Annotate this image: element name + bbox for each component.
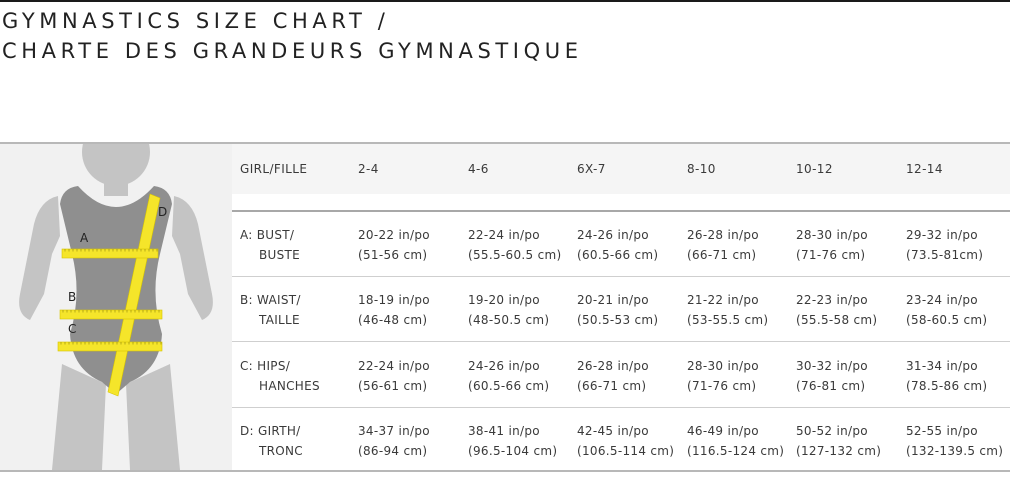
cell-centimeters: (48-50.5 cm) bbox=[468, 313, 550, 327]
table-cell bbox=[906, 290, 987, 330]
cell-centimeters: (78.5-86 cm) bbox=[906, 379, 988, 393]
cell-centimeters: (55.5-58 cm) bbox=[796, 313, 878, 327]
table-cell bbox=[577, 356, 649, 396]
figure-label-d: D bbox=[158, 205, 168, 219]
cell-inches: 19-20 in/po bbox=[468, 293, 540, 307]
cell-inches: 29-32 in/po bbox=[906, 228, 978, 242]
table-header-band bbox=[232, 144, 1010, 194]
cell-inches: 46-49 in/po bbox=[687, 424, 759, 438]
table-cell bbox=[468, 421, 557, 461]
body-silhouette-illustration bbox=[0, 144, 232, 470]
table-cell bbox=[687, 290, 768, 330]
bottom-rule bbox=[0, 470, 1010, 472]
cell-inches: 42-45 in/po bbox=[577, 424, 649, 438]
tape-bust bbox=[62, 249, 158, 258]
row-label-french: HANCHES bbox=[259, 379, 320, 393]
table-cell bbox=[358, 356, 430, 396]
cell-centimeters: (106.5-114 cm) bbox=[577, 444, 675, 458]
row-separator bbox=[232, 341, 1010, 342]
row-label bbox=[240, 290, 301, 330]
cell-centimeters: (96.5-104 cm) bbox=[468, 444, 558, 458]
tape-hips bbox=[58, 342, 162, 351]
figure-label-c: C bbox=[68, 322, 77, 336]
cell-inches: 20-21 in/po bbox=[577, 293, 649, 307]
row-label bbox=[240, 421, 303, 461]
header-size-2-4: 2-4 bbox=[358, 162, 379, 176]
table-cell bbox=[468, 356, 549, 396]
cell-inches: 21-22 in/po bbox=[687, 293, 759, 307]
cell-centimeters: (132-139.5 cm) bbox=[906, 444, 1004, 458]
header-size-10-12: 10-12 bbox=[796, 162, 833, 176]
cell-centimeters: (76-81 cm) bbox=[796, 379, 866, 393]
cell-centimeters: (50.5-53 cm) bbox=[577, 313, 659, 327]
cell-inches: 22-24 in/po bbox=[358, 359, 430, 373]
table-cell bbox=[358, 290, 430, 330]
cell-inches: 18-19 in/po bbox=[358, 293, 430, 307]
row-label-english: D: GIRTH/ bbox=[240, 424, 301, 438]
table-cell bbox=[358, 225, 430, 265]
cell-centimeters: (51-56 cm) bbox=[358, 248, 428, 262]
row-label-english: A: BUST/ bbox=[240, 228, 295, 242]
header-size-8-10: 8-10 bbox=[687, 162, 716, 176]
table-cell bbox=[358, 421, 430, 461]
table-cell bbox=[906, 421, 1003, 461]
cell-inches: 24-26 in/po bbox=[577, 228, 649, 242]
row-label bbox=[240, 356, 320, 396]
cell-centimeters: (73.5-81cm) bbox=[906, 248, 984, 262]
figure-arms bbox=[19, 196, 60, 320]
row-separator bbox=[232, 276, 1010, 277]
cell-inches: 31-34 in/po bbox=[906, 359, 978, 373]
cell-inches: 22-23 in/po bbox=[796, 293, 868, 307]
page-title-english: GYMNASTICS SIZE CHART / bbox=[2, 9, 390, 33]
figure-neck bbox=[104, 176, 128, 196]
figure-label-b: B bbox=[68, 290, 77, 304]
cell-inches: 26-28 in/po bbox=[577, 359, 649, 373]
cell-centimeters: (127-132 cm) bbox=[796, 444, 882, 458]
cell-centimeters: (55.5-60.5 cm) bbox=[468, 248, 562, 262]
measurement-figure bbox=[0, 144, 232, 470]
header-size-6x-7: 6X-7 bbox=[577, 162, 606, 176]
table-cell bbox=[906, 225, 983, 265]
table-cell bbox=[796, 290, 877, 330]
row-label-english: C: HIPS/ bbox=[240, 359, 291, 373]
row-label-french: TRONC bbox=[259, 444, 303, 458]
table-cell bbox=[906, 356, 987, 396]
header-size-12-14: 12-14 bbox=[906, 162, 943, 176]
cell-centimeters: (86-94 cm) bbox=[358, 444, 428, 458]
cell-inches: 52-55 in/po bbox=[906, 424, 978, 438]
cell-centimeters: (66-71 cm) bbox=[687, 248, 757, 262]
row-label-english: B: WAIST/ bbox=[240, 293, 301, 307]
header-size-4-6: 4-6 bbox=[468, 162, 489, 176]
cell-centimeters: (58-60.5 cm) bbox=[906, 313, 988, 327]
table-cell bbox=[687, 225, 759, 265]
table-cell bbox=[577, 225, 658, 265]
table-cell bbox=[796, 356, 868, 396]
cell-centimeters: (71-76 cm) bbox=[687, 379, 757, 393]
cell-inches: 23-24 in/po bbox=[906, 293, 978, 307]
cell-centimeters: (53-55.5 cm) bbox=[687, 313, 769, 327]
cell-centimeters: (60.5-66 cm) bbox=[577, 248, 659, 262]
figure-label-a: A bbox=[80, 231, 89, 245]
cell-inches: 38-41 in/po bbox=[468, 424, 540, 438]
cell-centimeters: (46-48 cm) bbox=[358, 313, 428, 327]
table-cell bbox=[796, 421, 881, 461]
cell-centimeters: (66-71 cm) bbox=[577, 379, 647, 393]
table-cell bbox=[577, 421, 674, 461]
page-title-french: CHARTE DES GRANDEURS GYMNASTIQUE bbox=[2, 39, 583, 63]
row-separator bbox=[232, 407, 1010, 408]
top-rule bbox=[0, 0, 1010, 2]
cell-inches: 28-30 in/po bbox=[687, 359, 759, 373]
header-girl-fille: GIRL/FILLE bbox=[240, 162, 308, 176]
cell-inches: 22-24 in/po bbox=[468, 228, 540, 242]
table-cell bbox=[796, 225, 868, 265]
table-header-rule bbox=[232, 210, 1010, 212]
cell-inches: 28-30 in/po bbox=[796, 228, 868, 242]
cell-inches: 30-32 in/po bbox=[796, 359, 868, 373]
cell-inches: 20-22 in/po bbox=[358, 228, 430, 242]
cell-inches: 24-26 in/po bbox=[468, 359, 540, 373]
table-cell bbox=[687, 421, 784, 461]
row-label-french: TAILLE bbox=[259, 313, 300, 327]
cell-centimeters: (60.5-66 cm) bbox=[468, 379, 550, 393]
cell-inches: 26-28 in/po bbox=[687, 228, 759, 242]
table-cell bbox=[577, 290, 658, 330]
cell-centimeters: (116.5-124 cm) bbox=[687, 444, 785, 458]
cell-inches: 34-37 in/po bbox=[358, 424, 430, 438]
cell-centimeters: (56-61 cm) bbox=[358, 379, 428, 393]
table-cell bbox=[687, 356, 759, 396]
cell-centimeters: (71-76 cm) bbox=[796, 248, 866, 262]
cell-inches: 50-52 in/po bbox=[796, 424, 868, 438]
row-label bbox=[240, 225, 300, 265]
table-cell bbox=[468, 290, 549, 330]
table-cell bbox=[468, 225, 561, 265]
row-label-french: BUSTE bbox=[259, 248, 301, 262]
